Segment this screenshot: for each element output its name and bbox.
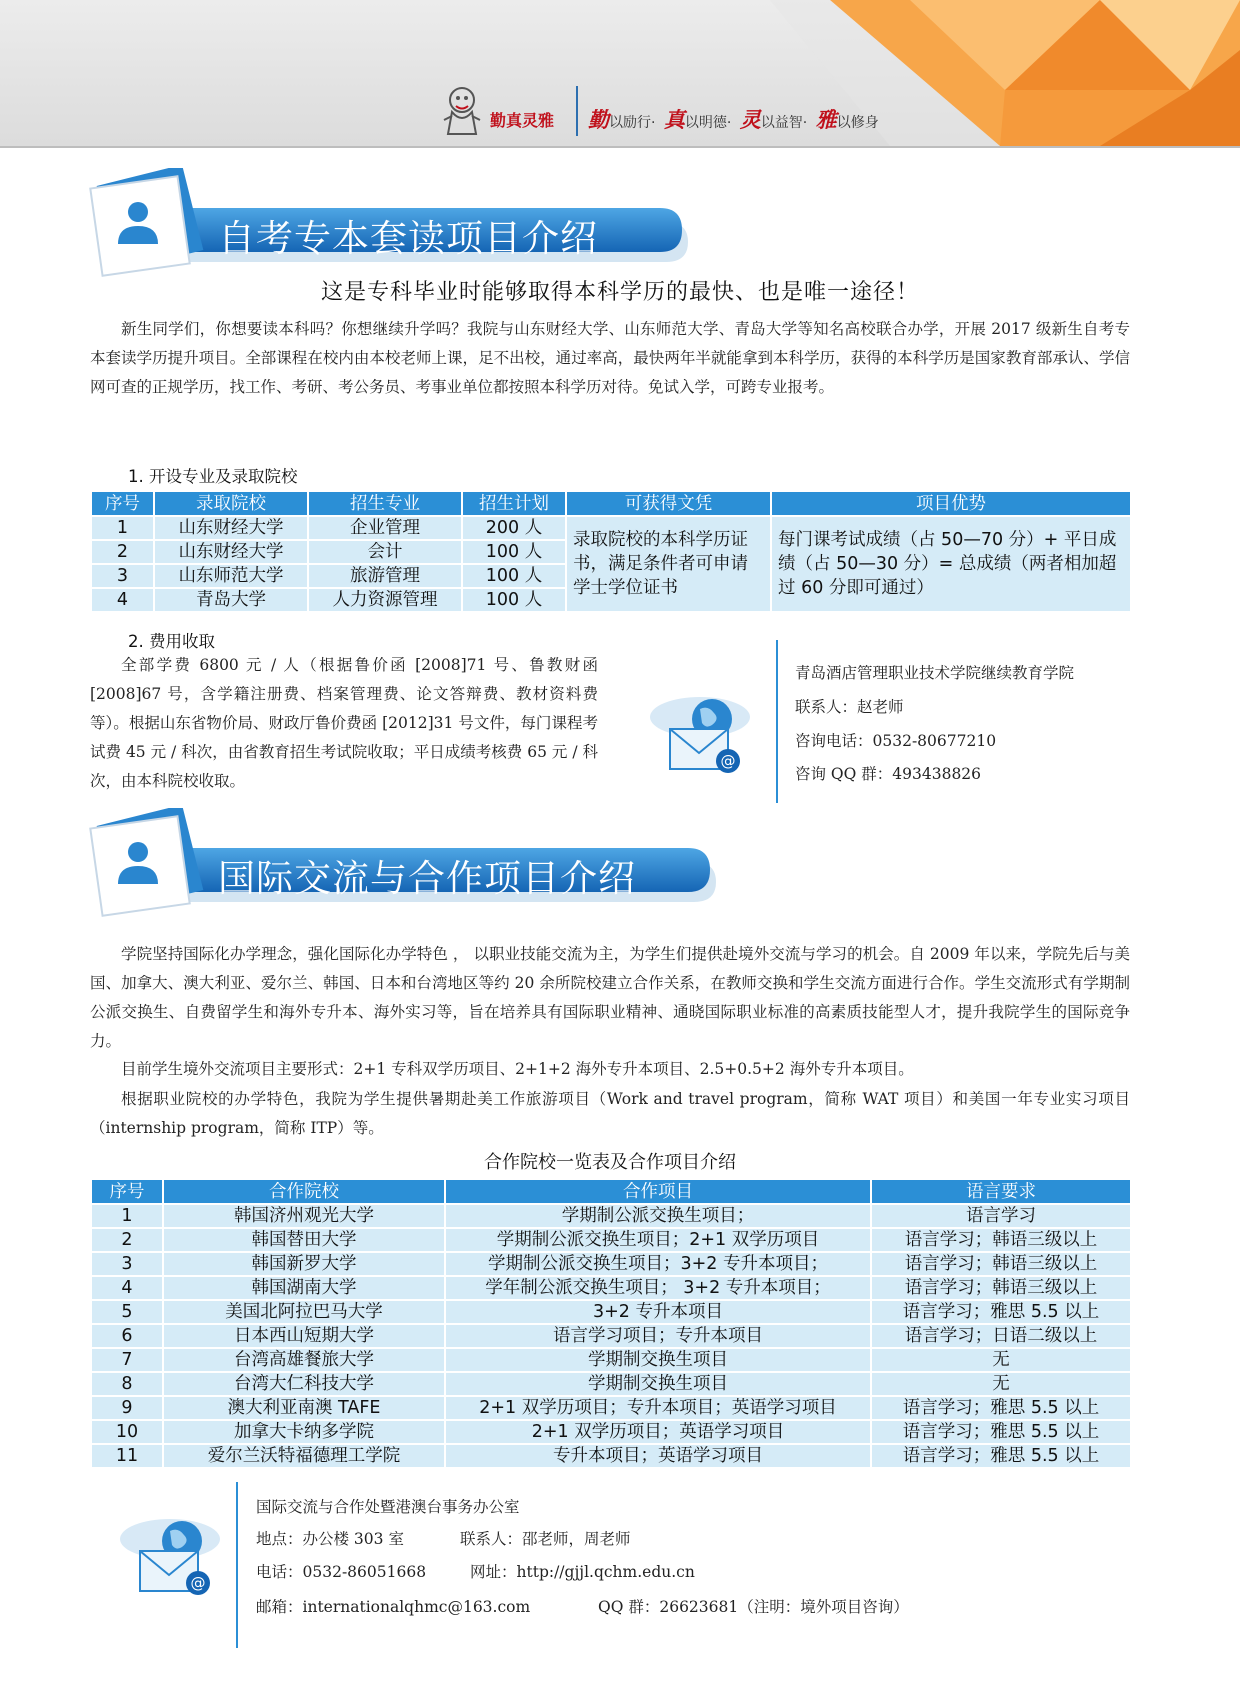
cell: 人力资源管理	[308, 588, 462, 612]
cell: 1	[91, 1204, 163, 1228]
section1-intro: 新生同学们，你想要读本科吗？你想继续升学吗？我院与山东财经大学、山东师范大学、青岛大学等知名高校联合办学，开展 2017 级新生自考专本套读学历提升项目。全部课程在校内由本校老师上课，足不出校，通过率高，最快两年半就能拿到本科学历，获得的本科学历是国家教育部承认、学信网可查的正规学历，找工作、考研、考公务员、考事业单位都按照本科学历对待。免试入学，可跨专业报考。	[90, 320, 1130, 396]
cell: 7	[91, 1348, 163, 1372]
contact2-qq: QQ 群：26623681（注明：境外项目咨询）	[598, 1598, 909, 1616]
section2-banner	[82, 808, 722, 923]
cell: 4	[91, 588, 154, 612]
cell: 语言学习；韩语三级以上	[871, 1228, 1131, 1252]
cell: 学期制公派交换生项目；3+2 专升本项目；	[445, 1252, 871, 1276]
advantage-cell: 每门课考试成绩（占 50—70 分）+ 平日成绩（占 50—30 分）= 总成绩（两者相加超过 60 分即可通过）	[771, 516, 1131, 612]
cell: 学期制公派交换生项目；	[445, 1204, 871, 1228]
cell: 韩国新罗大学	[163, 1252, 445, 1276]
section1-subtitle: 这是专科毕业时能够取得本科学历的最快、也是唯一途径！	[320, 280, 919, 305]
cell: 3	[91, 564, 154, 588]
contact2-email: 邮箱：internationalqhmc@163.com	[256, 1598, 531, 1616]
table-row	[91, 516, 1131, 540]
admission-table-header	[91, 491, 1131, 516]
cell: 台湾大仁科技大学	[163, 1372, 445, 1396]
col-header-index: 序号	[91, 1179, 163, 1204]
fee-heading: 2. 费用收取	[128, 632, 215, 651]
partner-table-body	[91, 1204, 1131, 1468]
col-header-index: 序号	[91, 491, 154, 516]
cell: 韩国替田大学	[163, 1228, 445, 1252]
motto-text-1: 以励行·	[609, 115, 656, 131]
motto-line	[584, 104, 879, 134]
cell: 语言学习；韩语三级以上	[871, 1276, 1131, 1300]
cell: 山东师范大学	[154, 564, 308, 588]
cell: 3+2 专升本项目	[445, 1300, 871, 1324]
contact2-office: 国际交流与合作处暨港澳台事务办公室	[256, 1498, 520, 1516]
cell: 2	[91, 540, 154, 564]
cell: 山东财经大学	[154, 540, 308, 564]
cell: 语言学习；雅思 5.5 以上	[871, 1444, 1131, 1468]
cell: 10	[91, 1420, 163, 1444]
cell: 加拿大卡纳多学院	[163, 1420, 445, 1444]
contact1-qq: 咨询 QQ 群：493438826	[795, 765, 982, 783]
col-header-quota: 招生计划	[462, 491, 566, 516]
contact2-phone: 电话：0532-86051668	[256, 1563, 427, 1581]
diploma-cell: 录取院校的本科学历证书，满足条件者可申请学士学位证书	[566, 516, 771, 612]
section2-para3: 根据职业院校的办学特色，我院为学生提供暑期赴美工作旅游项目（Work and travel program，简称 WAT 项目）和美国一年专业实习项目（internship program，简称 ITP）等。	[90, 1090, 1130, 1137]
cell: 2	[91, 1228, 163, 1252]
cell: 语言学习；雅思 5.5 以上	[871, 1396, 1131, 1420]
mascot-logo-icon	[438, 80, 486, 138]
svg-text:@: @	[720, 752, 736, 770]
cell: 会计	[308, 540, 462, 564]
col-header-language: 语言要求	[871, 1179, 1131, 1204]
contact2-divider	[236, 1482, 238, 1648]
cell: 200 人	[462, 516, 566, 540]
contact1-divider	[776, 640, 778, 803]
table-row	[91, 1276, 1131, 1300]
cell: 澳大利亚南澳 TAFE	[163, 1396, 445, 1420]
cell: 美国北阿拉巴马大学	[163, 1300, 445, 1324]
table-row	[91, 1324, 1131, 1348]
contact1-person: 联系人：赵老师	[795, 698, 904, 716]
col-header-major: 招生专业	[308, 491, 462, 516]
col-header-diploma: 可获得文凭	[566, 491, 771, 516]
cell: 学期制交换生项目	[445, 1348, 871, 1372]
cell: 5	[91, 1300, 163, 1324]
cell: 韩国湖南大学	[163, 1276, 445, 1300]
cell: 学年制公派交换生项目； 3+2 专升本项目；	[445, 1276, 871, 1300]
section2-para1: 学院坚持国际化办学理念，强化国际化办学特色 ， 以职业技能交流为主，为学生们提供赴境外交流与学习的机会。自 2009 年以来，学院先后与美国、加拿大、澳大利亚、爱尔兰、韩国、日本和台湾地区等约 20 余所院校建立合作关系，在教师交换和学生交流方面进行合作。学生交流形式有学期制公派交换生、自费留学生和海外专升本、海外实习等，旨在培养具有国际职业精神、通晓国际职业标准的高素质技能型人才，提升我院学生的国际竞争力。	[90, 945, 1130, 1050]
cell: 语言学习；雅思 5.5 以上	[871, 1300, 1131, 1324]
cell: 台湾高雄餐旅大学	[163, 1348, 445, 1372]
mail-globe-icon	[648, 695, 752, 775]
contact2-location: 地点：办公楼 303 室	[256, 1530, 404, 1548]
svg-text:@: @	[190, 1574, 206, 1592]
cell: 11	[91, 1444, 163, 1468]
section1-banner	[82, 168, 702, 283]
cell: 语言学习；韩语三级以上	[871, 1252, 1131, 1276]
cell: 语言学习；雅思 5.5 以上	[871, 1420, 1131, 1444]
cell: 无	[871, 1372, 1131, 1396]
motto-text-3: 以益智·	[760, 115, 808, 131]
contact1-org: 青岛酒店管理职业技术学院继续教育学院	[795, 664, 1075, 682]
cell: 1	[91, 516, 154, 540]
table-row	[91, 1444, 1131, 1468]
cell: 语言学习；日语二级以上	[871, 1324, 1131, 1348]
table-row	[91, 1228, 1131, 1252]
contact2-website: 网址：http://gjjl.qchm.edu.cn	[470, 1563, 695, 1581]
partner-table-title: 合作院校一览表及合作项目介绍	[484, 1152, 736, 1173]
cell: 100 人	[462, 540, 566, 564]
cell: 2+1 双学历项目；英语学习项目	[445, 1420, 871, 1444]
section2-para2: 目前学生境外交流项目主要形式：2+1 专科双学历项目、2+1+2 海外专升本项目、2.5+0.5+2 海外专升本项目。	[121, 1060, 914, 1078]
cell: 旅游管理	[308, 564, 462, 588]
col-header-advantage: 项目优势	[771, 491, 1131, 516]
partner-table-header	[91, 1179, 1131, 1204]
table-row	[91, 1204, 1131, 1228]
cell: 山东财经大学	[154, 516, 308, 540]
motto-char-3: 灵	[739, 107, 761, 132]
contact2-person: 联系人：邵老师，周老师	[460, 1530, 631, 1548]
cell: 青岛大学	[154, 588, 308, 612]
motto-text-4: 以修身	[836, 115, 879, 131]
section1-table-heading: 1. 开设专业及录取院校	[128, 467, 298, 486]
mail-globe-icon	[118, 1517, 222, 1597]
cell: 语言学习	[871, 1204, 1131, 1228]
col-header-partner: 合作院校	[163, 1179, 445, 1204]
cell: 100 人	[462, 588, 566, 612]
cell: 2+1 双学历项目；专升本项目；英语学习项目	[445, 1396, 871, 1420]
table-row	[91, 1372, 1131, 1396]
cell: 专升本项目；英语学习项目	[445, 1444, 871, 1468]
cell: 学期制公派交换生项目；2+1 双学历项目	[445, 1228, 871, 1252]
table-row	[91, 1420, 1131, 1444]
motto-text-2: 以明德·	[684, 115, 732, 131]
motto-brand: 勤真灵雅	[490, 111, 555, 130]
motto-char-1: 勤	[588, 107, 609, 132]
cell: 9	[91, 1396, 163, 1420]
cell: 3	[91, 1252, 163, 1276]
motto-divider	[576, 86, 578, 136]
cell: 爱尔兰沃特福德理工学院	[163, 1444, 445, 1468]
page-header	[0, 0, 1240, 148]
partner-table	[90, 1178, 1132, 1469]
section1-title: 自考专本套读项目介绍	[218, 217, 598, 260]
cell: 语言学习项目；专升本项目	[445, 1324, 871, 1348]
col-header-project: 合作项目	[445, 1179, 871, 1204]
cell: 无	[871, 1348, 1131, 1372]
contact1-phone: 咨询电话：0532-80677210	[795, 732, 997, 750]
cell: 韩国济州观光大学	[163, 1204, 445, 1228]
cell: 8	[91, 1372, 163, 1396]
table-row	[91, 1300, 1131, 1324]
col-header-school: 录取院校	[154, 491, 308, 516]
admission-table	[90, 490, 1132, 613]
cell: 6	[91, 1324, 163, 1348]
cell: 4	[91, 1276, 163, 1300]
section2-title: 国际交流与合作项目介绍	[218, 857, 636, 900]
motto-char-2: 真	[663, 107, 685, 132]
motto-char-4: 雅	[815, 107, 837, 132]
cell: 100 人	[462, 564, 566, 588]
table-row	[91, 1348, 1131, 1372]
cell: 学期制交换生项目	[445, 1372, 871, 1396]
fee-text: 全部学费 6800 元 / 人（根据鲁价函 [2008]71 号、鲁教财函 [2008]67 号，含学籍注册费、档案管理费、论文答辩费、教材资料费等）。根据山东省物价局、财政厅鲁价费函 [2012]31 号文件，每门课程考试费 45 元 / 科次，由省教育招生考试院收取；平日成绩考核费 65 元 / 科次，由本科院校收取。	[90, 656, 598, 790]
table-row	[91, 1396, 1131, 1420]
table-row	[91, 1252, 1131, 1276]
cell: 企业管理	[308, 516, 462, 540]
cell: 日本西山短期大学	[163, 1324, 445, 1348]
